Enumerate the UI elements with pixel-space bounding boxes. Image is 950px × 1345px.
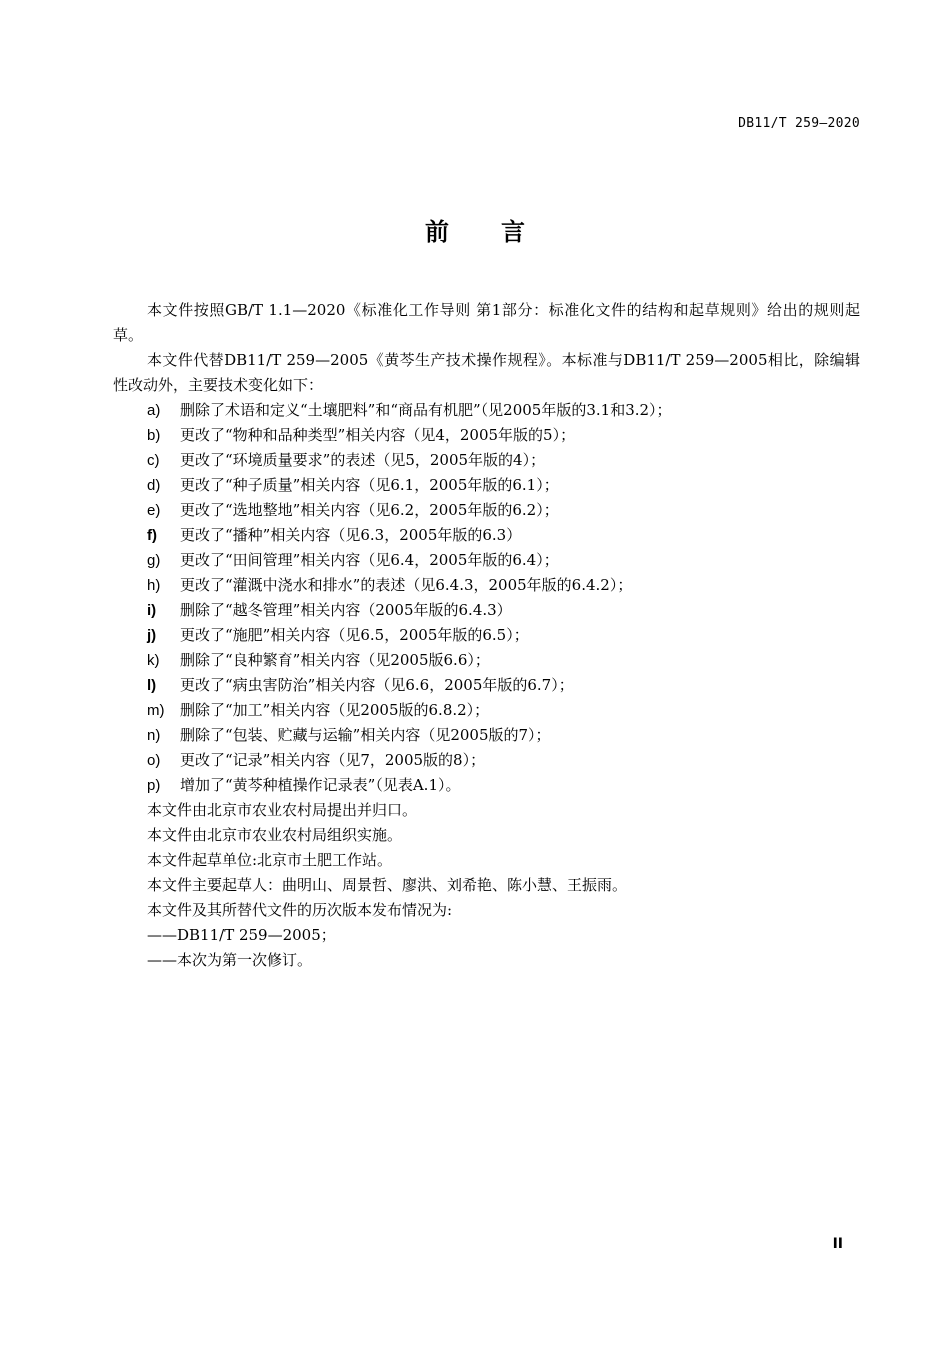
list-item-text: 删除了“包装、贮藏与运输”相关内容（见2005版的7）； xyxy=(180,726,551,744)
document-body xyxy=(113,298,860,973)
list-marker: h) xyxy=(147,577,161,594)
list-item xyxy=(113,773,860,798)
list-item-text: 更改了“选地整地”相关内容（见6.2，2005年版的6.2）； xyxy=(180,501,559,519)
list-marker: m) xyxy=(147,702,165,719)
list-marker: i) xyxy=(147,602,157,619)
list-marker: a) xyxy=(147,402,161,419)
list-item-text: 删除了“良种繁育”相关内容（见2005版6.6）； xyxy=(180,651,490,669)
list-item-text: 更改了“灌溉中浇水和排水”的表述（见6.4.3，2005年版的6.4.2）； xyxy=(180,576,633,594)
document-code: DB11/T 259—2020 xyxy=(738,116,860,131)
closing-line: 本文件起草单位:北京市土肥工作站。 xyxy=(147,851,393,869)
list-item-text: 增加了“黄芩种植操作记录表”（见表A.1）。 xyxy=(180,776,461,794)
list-item xyxy=(113,548,860,573)
changes-list xyxy=(113,398,860,798)
list-item xyxy=(113,723,860,748)
list-item-text: 更改了“物种和品种类型”相关内容（见4，2005年版的5）； xyxy=(180,426,576,444)
list-marker: b) xyxy=(147,427,161,444)
list-item-text: 更改了“种子质量”相关内容（见6.1，2005年版的6.1）； xyxy=(180,476,559,494)
list-item xyxy=(113,648,860,673)
list-item-text: 更改了“播种”相关内容（见6.3，2005年版的6.3） xyxy=(180,526,522,544)
list-marker: k) xyxy=(147,652,160,669)
intro-paragraph: 本文件代替DB11/T 259—2005《黄芩生产技术操作规程》。本标准与DB11/T 259—2005相比，除编辑性改动外，主要技术变化如下： xyxy=(113,351,860,394)
list-item xyxy=(113,398,860,423)
list-item xyxy=(113,498,860,523)
closing-line: 本文件由北京市农业农村局提出并归口。 xyxy=(147,801,418,819)
closing-line: 本文件及其所替代文件的历次版本发布情况为: xyxy=(147,901,453,919)
list-marker: f) xyxy=(147,527,157,544)
list-item-text: 删除了术语和定义“土壤肥料”和“商品有机肥”（见2005年版的3.1和3.2）； xyxy=(180,401,672,419)
version-history-item: ——DB11/T 259—2005； xyxy=(147,926,336,944)
list-marker: p) xyxy=(147,777,161,794)
version-history-item: ——本次为第一次修订。 xyxy=(147,951,313,969)
list-marker: e) xyxy=(147,502,161,519)
intro-paragraph: 本文件按照GB/T 1.1—2020《标准化工作导则 第1部分：标准化文件的结构和起草规则》给出的规则起草。 xyxy=(113,301,860,344)
list-item xyxy=(113,748,860,773)
list-item xyxy=(113,598,860,623)
list-item-text: 更改了“环境质量要求”的表述（见5，2005年版的4）； xyxy=(180,451,546,469)
list-marker: n) xyxy=(147,727,161,744)
list-item xyxy=(113,623,860,648)
page-number: II xyxy=(832,1236,843,1252)
list-item-text: 更改了“施肥”相关内容（见6.5，2005年版的6.5）； xyxy=(180,626,529,644)
list-marker: c) xyxy=(147,452,160,469)
list-item-text: 更改了“田间管理”相关内容（见6.4，2005年版的6.4）； xyxy=(180,551,559,569)
list-item xyxy=(113,448,860,473)
list-item-text: 更改了“记录”相关内容（见7，2005版的8）； xyxy=(180,751,486,769)
list-item-text: 删除了“加工”相关内容（见2005版的6.8.2）； xyxy=(180,701,490,719)
list-item xyxy=(113,523,860,548)
list-marker: o) xyxy=(147,752,161,769)
list-marker: l) xyxy=(147,677,157,694)
list-marker: d) xyxy=(147,477,161,494)
closing-line: 本文件由北京市农业农村局组织实施。 xyxy=(147,826,403,844)
list-marker: g) xyxy=(147,552,161,569)
list-item xyxy=(113,423,860,448)
page-title: 前言 xyxy=(425,218,577,246)
list-item-text: 更改了“病虫害防治”相关内容（见6.6，2005年版的6.7）； xyxy=(180,676,574,694)
list-item xyxy=(113,698,860,723)
list-item xyxy=(113,473,860,498)
list-item xyxy=(113,573,860,598)
list-marker: j) xyxy=(147,627,157,644)
closing-line: 本文件主要起草人：曲明山、周景哲、廖洪、刘希艳、陈小慧、王振雨。 xyxy=(147,876,628,894)
list-item-text: 删除了“越冬管理”相关内容（2005年版的6.4.3） xyxy=(180,601,512,619)
list-item xyxy=(113,673,860,698)
